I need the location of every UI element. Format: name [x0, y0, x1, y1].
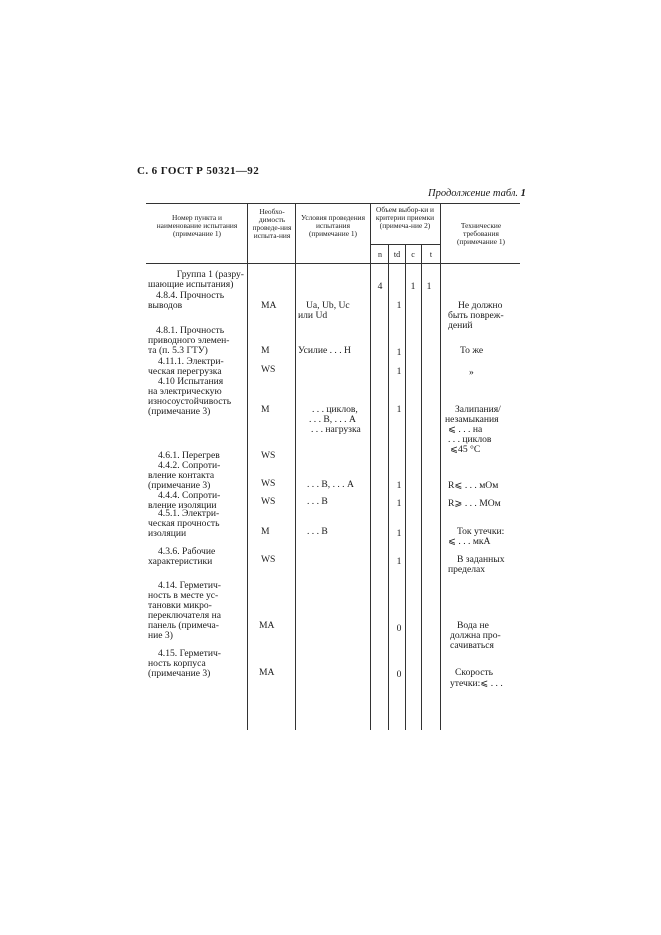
- necessity-value: WS: [261, 478, 276, 489]
- requirement-text: ⩽ . . . мкА: [448, 536, 491, 547]
- requirement-text: Скорость: [455, 667, 494, 678]
- item-label: 4.11.1. Электри-: [158, 356, 224, 367]
- requirement-text: ⩽ . . . на: [448, 424, 483, 435]
- table-top-rule: [146, 203, 520, 204]
- requirement-text: . . . циклов: [448, 434, 492, 445]
- sample-td: 0: [396, 669, 402, 680]
- necessity-value: MA: [261, 300, 277, 311]
- header-sub-t: t: [429, 250, 433, 259]
- item-label: панель (примеча-: [148, 620, 219, 631]
- requirement-text: дений: [448, 320, 473, 331]
- item-label: ние 3): [148, 630, 173, 641]
- sample-td: 1: [396, 300, 402, 311]
- necessity-value: WS: [261, 554, 276, 565]
- item-label: 4.4.4. Сопроти-: [158, 490, 221, 501]
- sample-td: 1: [396, 404, 402, 415]
- sample-t: 1: [426, 281, 432, 292]
- header-sub-td: td: [393, 250, 401, 259]
- continuation-text: Продолжение табл.: [428, 188, 519, 199]
- condition-text: . . . В, . . . А: [309, 414, 356, 425]
- condition-text: . . . В: [307, 526, 328, 537]
- necessity-value: WS: [261, 364, 276, 375]
- item-label: шающие испытания): [148, 279, 234, 290]
- requirement-text: должна про-: [450, 630, 501, 641]
- condition-text: Ua, Ub, Uc: [306, 300, 350, 311]
- item-label: (примечание 3): [148, 480, 211, 491]
- page-header: С. 6 ГОСТ Р 50321—92: [137, 165, 260, 177]
- item-label: ческая прочность: [148, 518, 220, 529]
- condition-text: . . . В, . . . А: [307, 479, 354, 490]
- necessity-value: M: [261, 404, 270, 415]
- requirement-text: утечки:⩽ . . .: [450, 678, 503, 689]
- column-divider: [295, 203, 296, 730]
- item-label: износоустойчивость: [148, 396, 232, 407]
- requirement-text: ⩽45 °C: [450, 444, 481, 455]
- condition-text: . . . циклов,: [312, 404, 358, 415]
- necessity-value: WS: [261, 496, 276, 507]
- continuation-label: [428, 188, 526, 199]
- item-label: переключателя на: [148, 610, 221, 621]
- item-label: приводного элемен-: [148, 335, 230, 346]
- item-label: 4.3.6. Рабочие: [158, 546, 216, 557]
- necessity-value: M: [261, 526, 270, 537]
- requirement-text: Ток утечки:: [457, 526, 505, 537]
- item-label: вление изоляции: [148, 500, 217, 511]
- item-label: 4.8.4. Прочность: [156, 290, 225, 301]
- table-header-rule: [146, 263, 520, 264]
- sample-td: 1: [396, 498, 402, 509]
- item-label: 4.10 Испытания: [158, 376, 224, 387]
- header-sub-c: c: [411, 250, 415, 259]
- item-label: 4.6.1. Перегрев: [158, 450, 220, 461]
- condition-text: Усилие . . . Н: [298, 345, 351, 356]
- condition-text: или Ud: [298, 310, 328, 321]
- requirement-text: R⩾ . . . МОм: [448, 498, 501, 509]
- item-label: на электрическую: [148, 386, 222, 397]
- sample-td: 1: [396, 556, 402, 567]
- item-label: тановки микро-: [148, 600, 212, 611]
- header-sub-n: n: [378, 250, 382, 259]
- requirement-text: »: [469, 367, 474, 378]
- item-label: характеристики: [148, 556, 213, 567]
- continuation-number: 1: [520, 188, 526, 199]
- header-necessity: Необхо-димость проведе-ния испыта-ния: [252, 207, 292, 240]
- sample-td: 1: [396, 528, 402, 539]
- column-divider: [440, 203, 441, 730]
- column-divider: [421, 244, 422, 730]
- necessity-value: MA: [259, 620, 275, 631]
- item-label: выводов: [148, 300, 183, 311]
- requirement-text: незамыкания: [445, 414, 499, 425]
- sample-td: 0: [396, 623, 402, 634]
- sample-n: 4: [377, 281, 383, 292]
- requirement-text: В заданных: [457, 554, 505, 565]
- sample-c: 1: [410, 281, 416, 292]
- column-divider: [370, 203, 371, 730]
- item-label: ность в месте ус-: [148, 590, 219, 601]
- requirement-text: Не должно: [458, 300, 503, 311]
- item-label: 4.8.1. Прочность: [156, 325, 225, 336]
- item-label: 4.15. Герметич-: [158, 648, 221, 659]
- necessity-value: WS: [261, 450, 276, 461]
- requirement-text: Вода не: [457, 620, 489, 631]
- necessity-value: M: [261, 345, 270, 356]
- item-label: 4.4.2. Сопроти-: [158, 460, 221, 471]
- item-label: 4.14. Герметич-: [158, 580, 221, 591]
- item-label: та (п. 5.3 ГТУ): [148, 345, 208, 356]
- item-label: ность корпуса: [148, 658, 206, 669]
- requirement-text: сачиваться: [450, 640, 494, 651]
- item-label: изоляции: [148, 528, 187, 539]
- header-conditions: Условия проведения испытания (примечание 1): [300, 213, 366, 238]
- sample-td: 1: [396, 347, 402, 358]
- requirement-text: Залипания/: [455, 404, 501, 415]
- header-item-number: Номер пункта и наименование испытания (примечание 1): [156, 213, 238, 238]
- sample-td: 1: [396, 480, 402, 491]
- requirement-text: То же: [460, 345, 484, 356]
- requirement-text: быть повреж-: [448, 310, 504, 321]
- header-sample-volume: Объем выбор-ки и критерии приемки (примеча-ние 2): [375, 205, 435, 230]
- necessity-value: MA: [259, 667, 275, 678]
- condition-text: . . . нагрузка: [311, 424, 361, 435]
- item-label: 4.5.1. Электри-: [158, 508, 220, 519]
- header-requirements: Технические требования (примечание 1): [456, 221, 506, 246]
- requirement-text: R⩽ . . . мОм: [448, 480, 499, 491]
- sample-td: 1: [396, 366, 402, 377]
- item-label: (примечание 3): [148, 668, 211, 679]
- column-divider: [388, 244, 389, 730]
- requirement-text: пределах: [448, 564, 486, 575]
- item-label: (примечание 3): [148, 406, 211, 417]
- item-label: Группа 1 (разру-: [176, 269, 244, 280]
- item-label: вление контакта: [148, 470, 215, 481]
- item-label: ческая перегрузка: [148, 366, 222, 377]
- condition-text: . . . В: [307, 496, 328, 507]
